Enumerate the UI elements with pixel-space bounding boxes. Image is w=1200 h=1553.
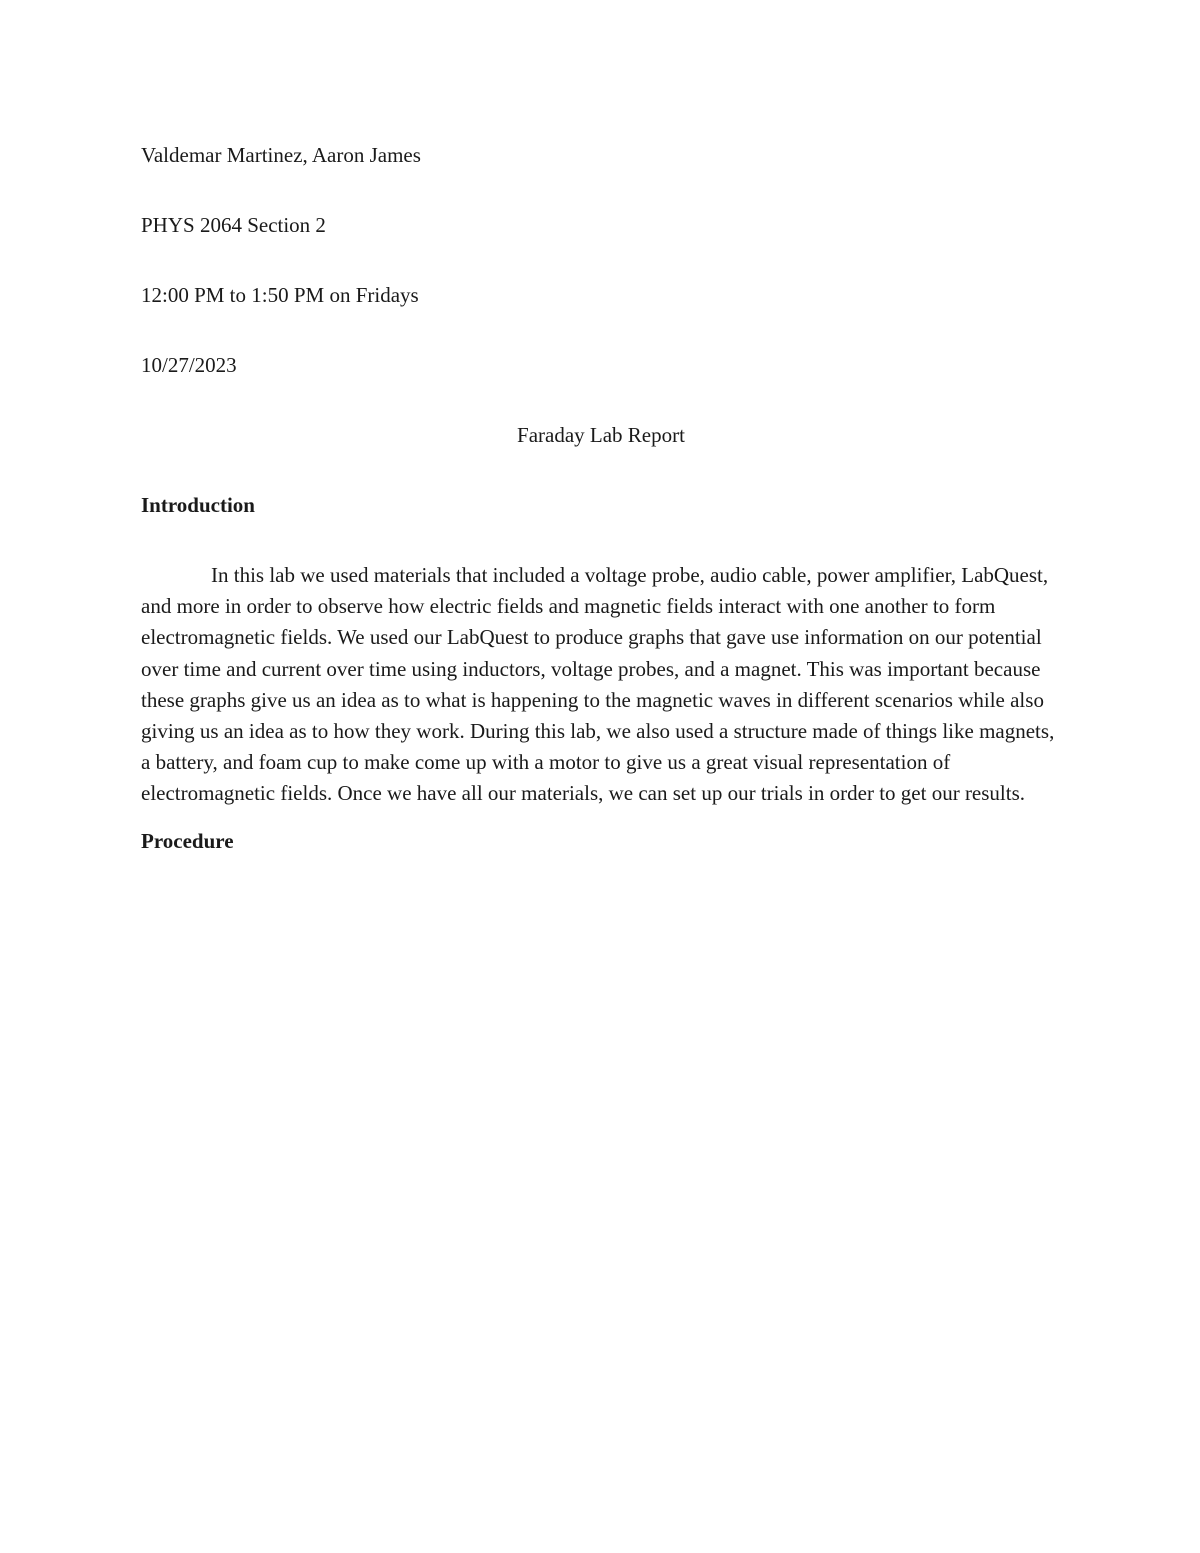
document-title: Faraday Lab Report <box>517 423 685 447</box>
time-line: 12:00 PM to 1:50 PM on Fridays <box>141 283 419 307</box>
document-content <box>141 140 1061 857</box>
introduction-paragraph: In this lab we used materials that included a voltage probe, audio cable, power amplifier, LabQuest, and more in order to observe how electric fields and magnetic fields interact with one another to form electromagnetic fields. We used our LabQuest to produce graphs that gave use information on our potential over time and current over time using inductors, voltage probes, and a magnet. This was important because these graphs give us an idea as to what is happening to the magnetic waves in different scenarios while also giving us an idea as to how they work. During this lab, we also used a structure made of things like magnets, a battery, and foam cup to make come up with a motor to give us a great visual representation of electromagnetic fields. Once we have all our materials, we can set up our trials in order to get our results. <box>141 563 1055 806</box>
procedure-heading: Procedure <box>141 828 234 853</box>
course-line: PHYS 2064 Section 2 <box>141 213 326 237</box>
date-line: 10/27/2023 <box>141 353 237 377</box>
introduction-heading: Introduction <box>141 493 255 517</box>
authors-line: Valdemar Martinez, Aaron James <box>141 143 421 167</box>
